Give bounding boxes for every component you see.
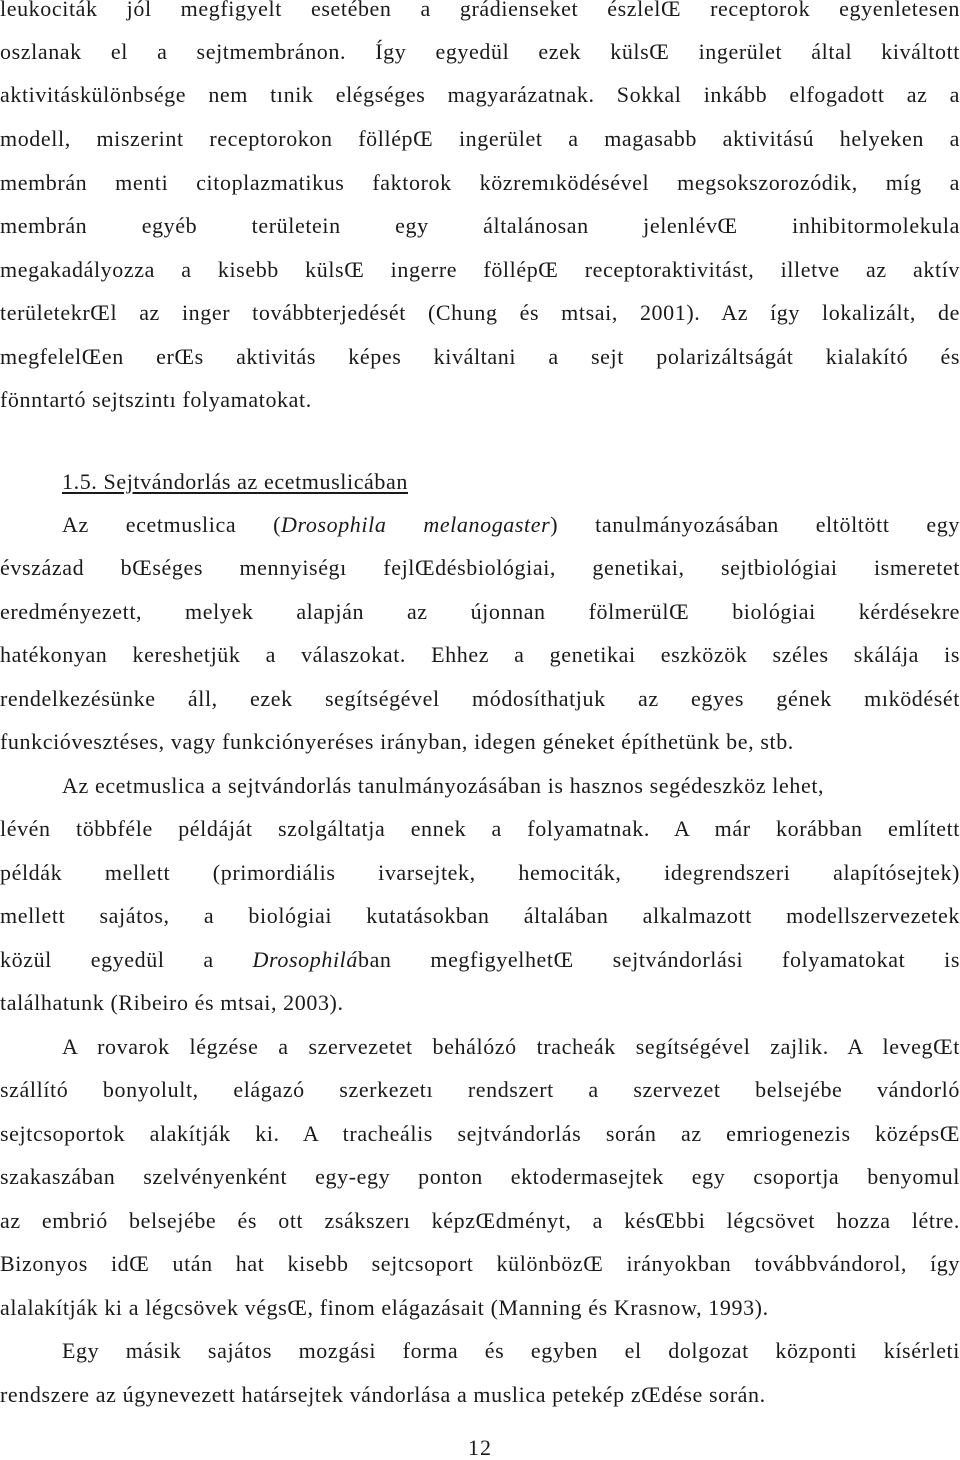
text-line: A rovarok légzése a szervezetet behálózó tracheák segítségével zajlik. A levegŒt — [62, 1034, 960, 1059]
genus-name: Drosophilá — [252, 947, 358, 972]
text-line: oszlanak el a sejtmembránon. Így egyedül ezek külsŒ ingerület által kiváltott — [0, 39, 960, 64]
text-line: megfelelŒen erŒs aktivitás képes kiváltani a sejt polarizáltságát kialakító és — [0, 344, 960, 369]
text-line: évszázad bŒséges mennyiségı fejlŒdésbiológiai, genetikai, sejtbiológiai ismeretet — [0, 555, 960, 580]
text-line: leukociták jól megfigyelt esetében a grádienseket észlelŒ receptorok egyenletesen — [0, 0, 960, 21]
text-line: modell, miszerint receptorokon föllépŒ ingerület a magasabb aktivitású helyeken a — [0, 126, 960, 151]
text-line: funkcióvesztéses, vagy funkciónyeréses irányban, idegen géneket építhetünk be, stb. — [0, 729, 794, 754]
text-line: rendelkezésünke áll, ezek segítségével módosíthatjuk az egyes gének mıködését — [0, 686, 960, 711]
text-line: rendszere az úgynevezett határsejtek vándorlása a muslica petekép zŒdése során. — [0, 1382, 766, 1407]
text-line: szakaszában szelvényenként egy-egy ponton ektodermasejtek egy csoportja benyomul — [0, 1164, 960, 1189]
text-line: fönntartó sejtszintı folyamatokat. — [0, 387, 312, 412]
text-line: hatékonyan kereshetjük a válaszokat. Ehhez a genetikai eszközök széles skálája is — [0, 642, 960, 667]
text-line: Bizonyos idŒ után hat kisebb sejtcsoport különbözŒ irányokban továbbvándorol, így — [0, 1251, 960, 1276]
text-line: membrán menti citoplazmatikus faktorok közremıködésével megsokszorozódik, míg a — [0, 170, 960, 195]
text-line: mellett sajátos, a biológiai kutatásokban általában alkalmazott modellszervezetek — [0, 903, 960, 928]
text-line: Az ecetmuslica (Drosophila melanogaster) tanulmányozásában eltöltött egy — [62, 512, 960, 537]
species-name: Drosophila melanogaster — [281, 512, 551, 537]
text-line: az embrió belsejébe és ott zsákszerı képzŒdményt, a késŒbbi légcsövet hozza létre. — [0, 1208, 960, 1233]
text-line: megakadályozza a kisebb külsŒ ingerre föllépŒ receptoraktivitást, illetve az aktív — [0, 257, 960, 282]
text-line: eredményezett, melyek alapján az újonnan fölmerülŒ biológiai kérdésekre — [0, 599, 960, 624]
text-line: alalakítják ki a légcsövek végsŒ, finom elágazásait (Manning és Krasnow, 1993). — [0, 1295, 769, 1320]
text-line: példák mellett (primordiális ivarsejtek, hemociták, idegrendszeri alapítósejtek) — [0, 860, 960, 885]
text-line: területekrŒl az inger továbbterjedését (Chung és mtsai, 2001). Az így lokalizált, de — [0, 300, 960, 325]
text-line: lévén többféle példáját szolgáltatja ennek a folyamatnak. A már korábban említett — [0, 816, 960, 841]
text-line: találhatunk (Ribeiro és mtsai, 2003). — [0, 990, 344, 1015]
text-line: Az ecetmuslica a sejtvándorlás tanulmányozásában is hasznos segédeszköz lehet, — [62, 773, 825, 798]
text-line: membrán egyéb területein egy általánosan jelenlévŒ inhibitormolekula — [0, 213, 960, 238]
text-line: szállító bonyolult, elágazó szerkezetı rendszert a szervezet belsejébe vándorló — [0, 1077, 960, 1102]
text-line: Egy másik sajátos mozgási forma és egyben el dolgozat központi kísérleti — [62, 1338, 960, 1363]
page-number: 12 — [468, 1435, 492, 1460]
section-heading: 1.5. Sejtvándorlás az ecetmuslicában — [62, 469, 408, 494]
text-line: közül egyedül a Drosophilában megfigyelhetŒ sejtvándorlási folyamatokat is — [0, 947, 960, 972]
text-line: aktivitáskülönbsége nem tınik elégséges magyarázatnak. Sokkal inkább elfogadott az a — [0, 82, 960, 107]
text-line: sejtcsoportok alakítják ki. A tracheális sejtvándorlás során az emriogenezis középsŒ — [0, 1121, 960, 1146]
